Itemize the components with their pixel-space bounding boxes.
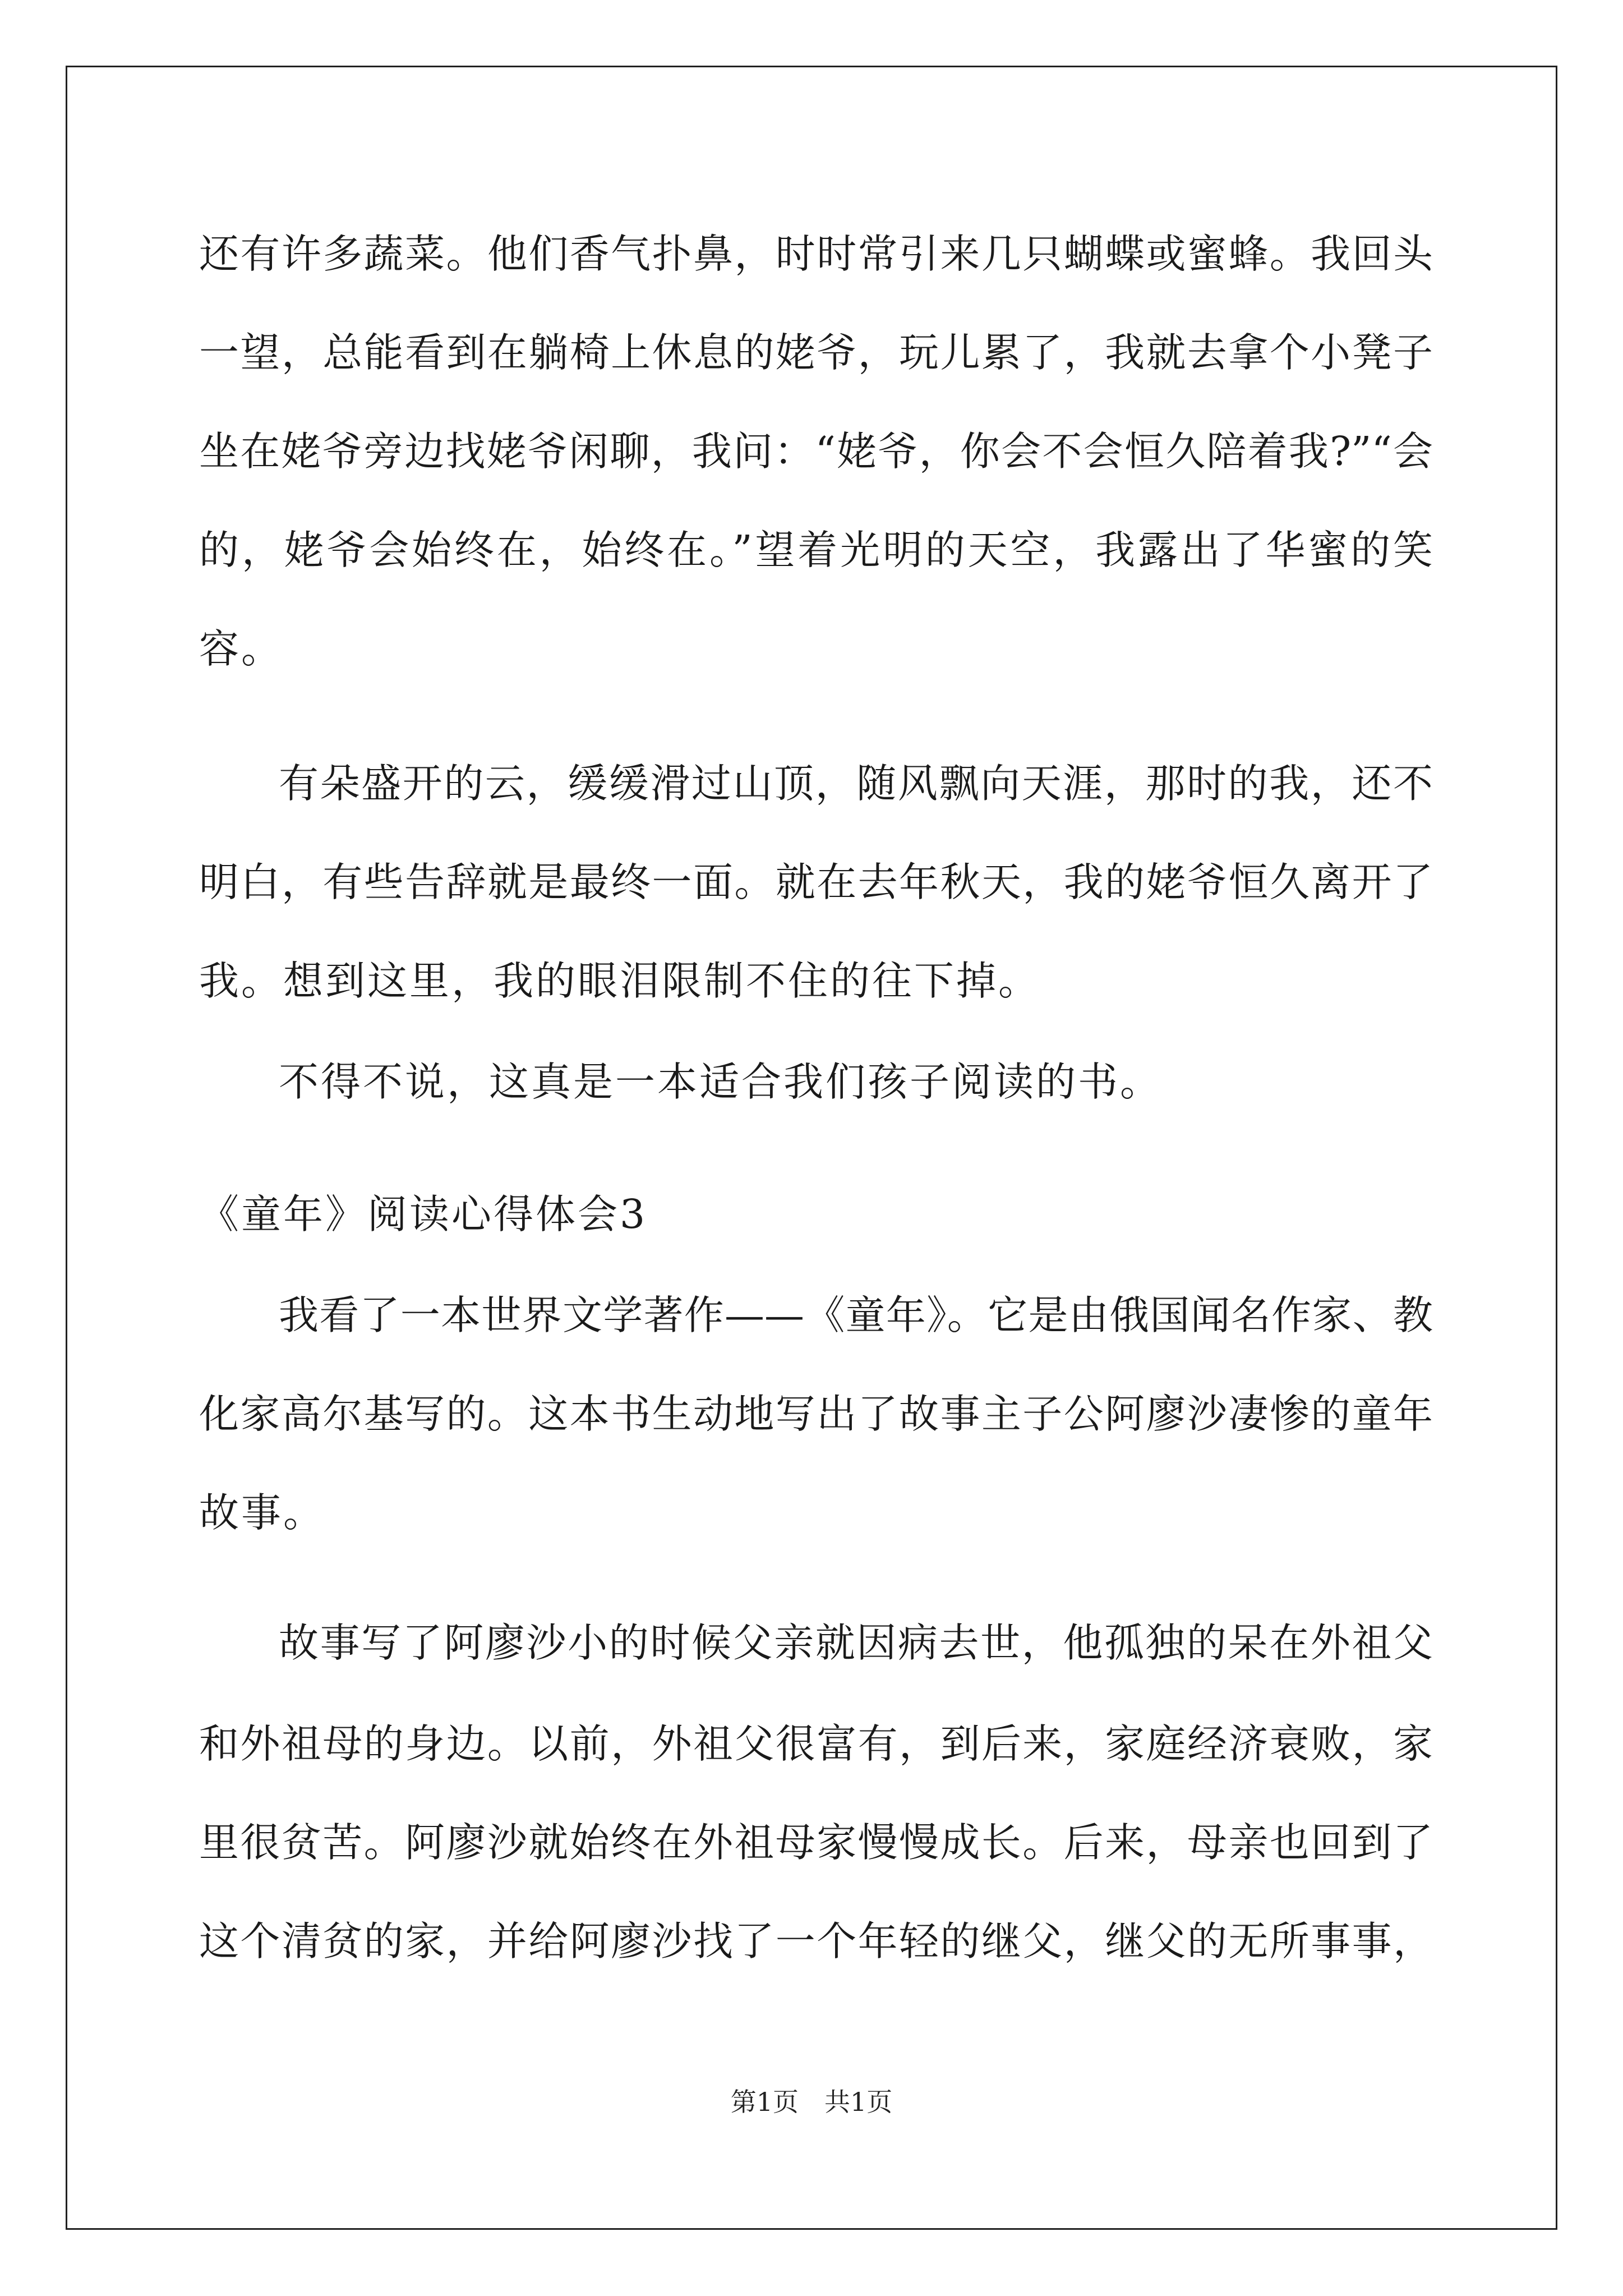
paragraph-start-line: 我看了一本世界文学著作——《童年》。它是由俄国闻名作家、教	[279, 1292, 1433, 1338]
paragraph-start-line: 故事写了阿廖沙小的时候父亲就因病去世，他孤独的呆在外祖父	[279, 1619, 1433, 1666]
body-line: 和外祖母的身边。以前，外祖父很富有，到后来，家庭经济衰败，家	[199, 1720, 1433, 1767]
body-line: 容。	[199, 625, 284, 672]
body-line: 明白，有些告辞就是最终一面。就在去年秋天，我的姥爷恒久离开了	[199, 859, 1433, 905]
section-heading: 《童年》阅读心得体会3	[199, 1191, 648, 1237]
body-line: 坐在姥爷旁边找姥爷闲聊，我问：“姥爷，你会不会恒久陪着我?”“会	[199, 428, 1433, 475]
body-line: 我。想到这里，我的眼泪限制不住的往下掉。	[199, 958, 1041, 1004]
body-line: 故事。	[199, 1489, 326, 1536]
body-line: 一望，总能看到在躺椅上休息的姥爷，玩儿累了，我就去拿个小凳子	[199, 329, 1433, 376]
body-line: 这个清贫的家，并给阿廖沙找了一个年轻的继父，继父的无所事事，	[199, 1918, 1433, 1964]
paragraph-start-line: 不得不说，这真是一本适合我们孩子阅读的书。	[279, 1059, 1163, 1105]
body-line: 里很贫苦。阿廖沙就始终在外祖母家慢慢成长。后来，母亲也回到了	[199, 1819, 1433, 1866]
body-line: 还有许多蔬菜。他们香气扑鼻，时时常引来几只蝴蝶或蜜蜂。我回头	[199, 231, 1433, 277]
body-line: 化家高尔基写的。这本书生动地写出了故事主子公阿廖沙凄惨的童年	[199, 1391, 1433, 1437]
page-border	[66, 66, 1557, 2230]
paragraph-start-line: 有朵盛开的云，缓缓滑过山顶，随风飘向天涯，那时的我，还不	[279, 760, 1433, 807]
body-line: 的，姥爷会始终在，始终在。”望着光明的天空，我露出了华蜜的笑	[199, 527, 1433, 573]
page-number: 第1页 共1页	[730, 2087, 893, 2117]
